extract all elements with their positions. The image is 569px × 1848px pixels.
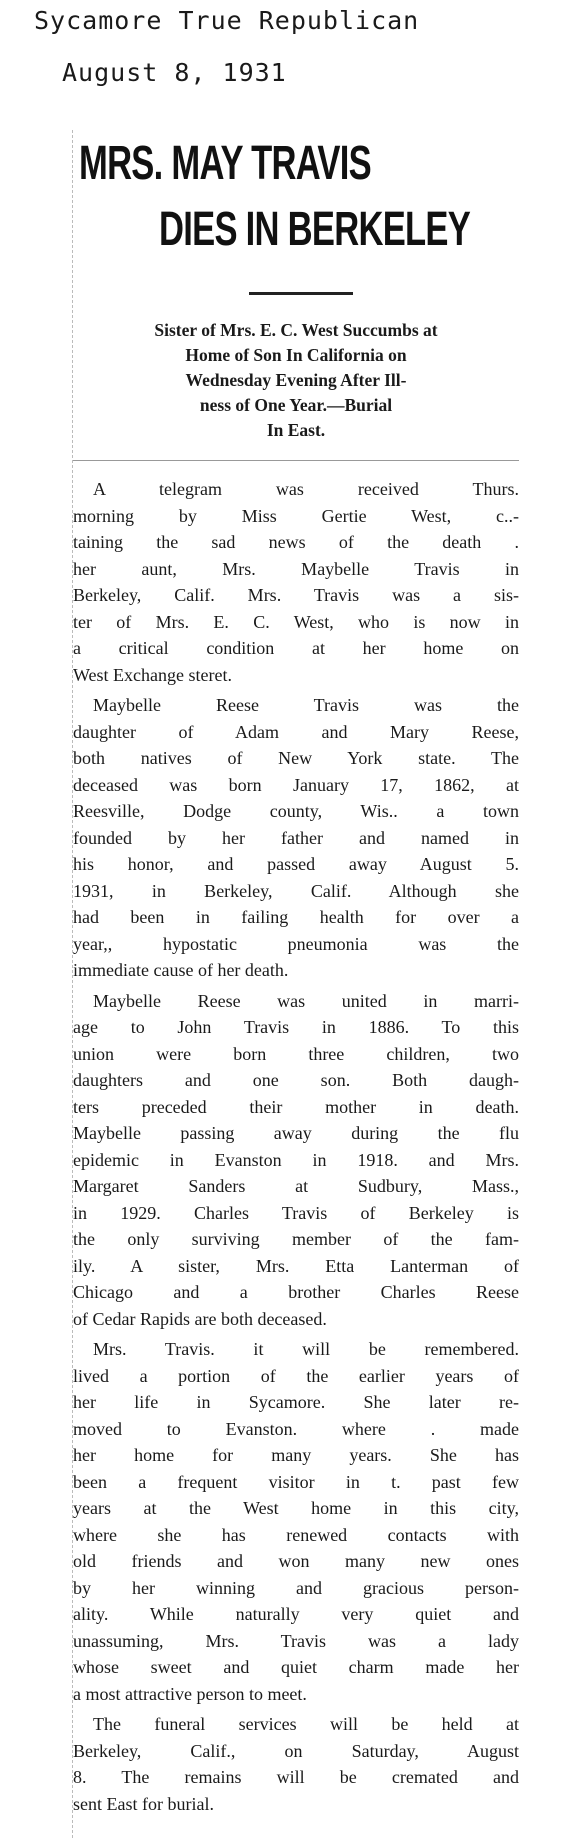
subheadline-deck [73, 318, 519, 443]
paragraph-line: Chicago and a brother Charles Reese [73, 1282, 519, 1302]
article-paragraph [73, 692, 519, 984]
paragraph-line: union were born three children, two [73, 1043, 519, 1064]
article-clipping [72, 130, 519, 1838]
paragraph-line: both natives of New York state. The [73, 748, 519, 768]
paragraph-line: her home for many years. She has [73, 1445, 519, 1465]
article-paragraph [73, 988, 519, 1333]
paragraph-line: daughters and one son. Both daugh- [73, 1070, 519, 1090]
paragraph-line: Mrs. Travis. it will be remembered. [93, 1339, 519, 1359]
deck-line: Wednesday Evening After Ill- [185, 370, 407, 390]
paragraph-line: A telegram was received Thurs. [93, 479, 519, 499]
paragraph-line: founded by her father and named in [73, 827, 519, 848]
paragraph-line: been a frequent visitor in t. past few [73, 1471, 519, 1492]
paragraph-line: ality. While naturally very quiet and [73, 1604, 519, 1624]
article-paragraph [73, 1336, 519, 1707]
deck-divider [73, 460, 519, 461]
paragraph-line: Berkeley, Calif., on Saturday, August [73, 1740, 519, 1761]
deck-line: Sister of Mrs. E. C. West Succumbs at [154, 320, 438, 340]
paragraph-line: The funeral services will be held at [93, 1714, 519, 1734]
paragraph-line: ters preceded their mother in death. [73, 1096, 519, 1117]
deck-line: In East. [266, 420, 326, 440]
paragraph-line: sent East for burial. [73, 1793, 214, 1814]
paragraph-line: Margaret Sanders at Sudbury, Mass., [73, 1176, 519, 1196]
paragraph-line: unassuming, Mrs. Travis was a lady [73, 1630, 519, 1651]
paragraph-line: deceased was born January 17, 1862, at [73, 774, 519, 795]
paragraph-line: whose sweet and quiet charm made her [73, 1657, 519, 1677]
publication-date: August 8, 1931 [62, 58, 287, 87]
paragraph-line: a critical condition at her home on [73, 638, 519, 658]
headline-line-1: MRS. MAY TRAVIS [79, 137, 371, 190]
paragraph-line: old friends and won many new ones [73, 1551, 519, 1571]
headline-divider [249, 292, 353, 295]
paragraph-line: epidemic in Evanston in 1918. and Mrs. [73, 1149, 519, 1170]
paragraph-line: 1931, in Berkeley, Calif. Although she [73, 880, 519, 901]
paragraph-line: immediate cause of her death. [73, 960, 289, 980]
paragraph-line: her aunt, Mrs. Maybelle Travis in [73, 558, 519, 579]
paragraph-line: the only surviving member of the fam- [73, 1229, 519, 1249]
deck-line: Home of Son In California on [185, 345, 407, 365]
paragraph-line: Berkeley, Calif. Mrs. Travis was a sis- [73, 585, 519, 605]
paragraph-line: where she has renewed contacts with [73, 1524, 519, 1545]
paragraph-line: daughter of Adam and Mary Reese, [73, 721, 519, 742]
paragraph-line: moved to Evanston. where . made [73, 1418, 519, 1439]
paragraph-line: West Exchange steret. [73, 664, 232, 685]
paragraph-line: age to John Travis in 1886. To this [73, 1017, 519, 1037]
paragraph-line: a most attractive person to meet. [73, 1683, 307, 1704]
deck-line: ness of One Year.—Burial [199, 395, 393, 415]
paragraph-line: ily. A sister, Mrs. Etta Lanterman of [73, 1255, 519, 1276]
paragraph-line: of Cedar Rapids are both deceased. [73, 1308, 327, 1329]
paragraph-line: had been in failing health for over a [73, 907, 519, 927]
paragraph-line: 8. The remains will be cremated and [73, 1767, 519, 1787]
article-paragraph [73, 1711, 519, 1817]
paragraph-line: morning by Miss Gertie West, c..- [73, 505, 519, 526]
paragraph-line: year,, hypostatic pneumonia was the [73, 933, 519, 954]
article-body [73, 476, 519, 1821]
paragraph-line: Maybelle Reese Travis was the [93, 695, 519, 715]
paragraph-line: her life in Sycamore. She later re- [73, 1392, 519, 1412]
paragraph-line: lived a portion of the earlier years of [73, 1365, 519, 1386]
paragraph-line: his honor, and passed away August 5. [73, 854, 519, 874]
paragraph-line: years at the West home in this city, [73, 1498, 519, 1518]
paragraph-line: ter of Mrs. E. C. West, who is now in [73, 611, 519, 632]
paragraph-line: Reesville, Dodge county, Wis.. a town [73, 801, 519, 821]
paragraph-line: by her winning and gracious person- [73, 1577, 519, 1598]
newspaper-name: Sycamore True Republican [34, 6, 420, 35]
paragraph-line: Maybelle passing away during the flu [73, 1123, 519, 1143]
paragraph-line: Maybelle Reese was united in marri- [93, 990, 519, 1011]
headline-line-2: DIES IN BERKELEY [159, 203, 471, 256]
paragraph-line: in 1929. Charles Travis of Berkeley is [73, 1202, 519, 1223]
article-paragraph [73, 476, 519, 688]
paragraph-line: taining the sad news of the death . [73, 532, 519, 552]
